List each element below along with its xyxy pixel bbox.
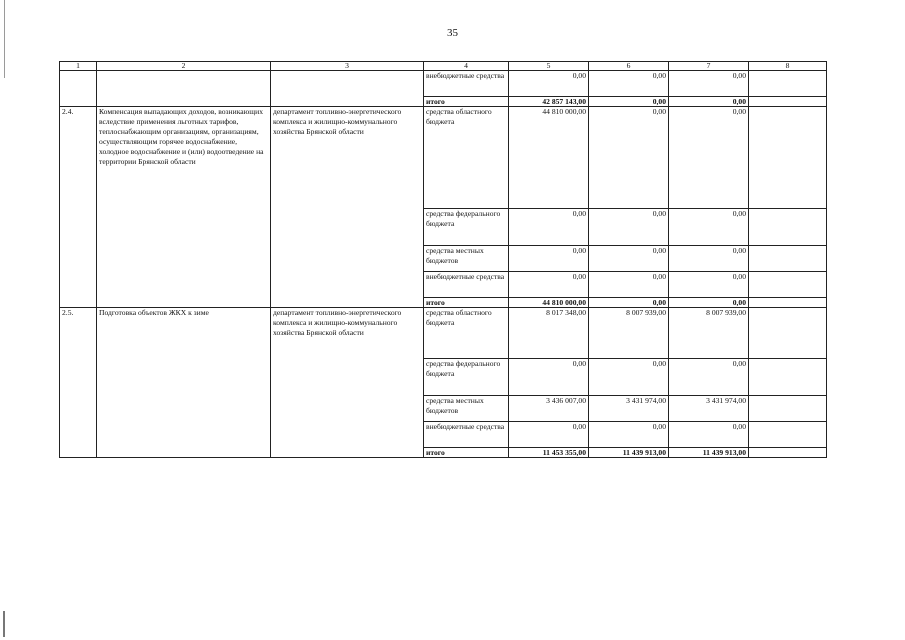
value-col7: 0,00 — [669, 422, 749, 448]
value-col7: 0,00 — [669, 298, 749, 308]
item-number: 2.4. — [60, 107, 97, 308]
value-col5: 0,00 — [509, 209, 589, 246]
column-header: 3 — [271, 62, 424, 71]
item-name-cell — [97, 71, 271, 107]
budget-table — [59, 61, 827, 458]
table-row — [60, 71, 827, 97]
value-col7: 0,00 — [669, 209, 749, 246]
item-executor: департамент топливно-энергетического комплекса и жилищно-коммунального хозяйства Брянской области — [271, 107, 424, 308]
value-col8 — [749, 209, 827, 246]
value-col8 — [749, 298, 827, 308]
value-col7: 0,00 — [669, 272, 749, 298]
value-col6: 0,00 — [589, 272, 669, 298]
column-header: 4 — [424, 62, 509, 71]
item-number: 2.5. — [60, 308, 97, 458]
funding-source: средства областного бюджета — [424, 308, 509, 359]
value-col5: 0,00 — [509, 359, 589, 396]
value-col7: 0,00 — [669, 246, 749, 272]
value-col8 — [749, 71, 827, 97]
scan-mark — [4, 0, 5, 78]
value-col8 — [749, 359, 827, 396]
value-col6: 11 439 913,00 — [589, 448, 669, 458]
value-col7: 8 007 939,00 — [669, 308, 749, 359]
column-header: 1 — [60, 62, 97, 71]
column-header-row — [60, 62, 827, 71]
funding-source: средства местных бюджетов — [424, 396, 509, 422]
value-col5: 44 810 000,00 — [509, 107, 589, 209]
column-header: 5 — [509, 62, 589, 71]
funding-source: внебюджетные средства — [424, 71, 509, 97]
value-col7: 0,00 — [669, 97, 749, 107]
column-header: 7 — [669, 62, 749, 71]
column-header: 6 — [589, 62, 669, 71]
value-col6: 0,00 — [589, 298, 669, 308]
value-col7: 0,00 — [669, 359, 749, 396]
funding-source: средства федерального бюджета — [424, 209, 509, 246]
value-col8 — [749, 308, 827, 359]
funding-source: итого — [424, 298, 509, 308]
value-col8 — [749, 448, 827, 458]
value-col6: 3 431 974,00 — [589, 396, 669, 422]
value-col8 — [749, 272, 827, 298]
value-col6: 8 007 939,00 — [589, 308, 669, 359]
value-col6: 0,00 — [589, 246, 669, 272]
funding-source: внебюджетные средства — [424, 272, 509, 298]
page-number: 35 — [447, 27, 458, 39]
value-col5: 8 017 348,00 — [509, 308, 589, 359]
value-col6: 0,00 — [589, 71, 669, 97]
funding-source: внебюджетные средства — [424, 422, 509, 448]
funding-source: средства областного бюджета — [424, 107, 509, 209]
funding-source: средства федерального бюджета — [424, 359, 509, 396]
value-col5: 0,00 — [509, 272, 589, 298]
item-name: Подготовка объектов ЖКХ к зиме — [97, 308, 271, 458]
value-col7: 3 431 974,00 — [669, 396, 749, 422]
value-col7: 0,00 — [669, 107, 749, 209]
executor-cell — [271, 71, 424, 107]
item-number-cell — [60, 71, 97, 107]
value-col5: 0,00 — [509, 71, 589, 97]
value-col8 — [749, 246, 827, 272]
funding-source: итого — [424, 448, 509, 458]
value-col8 — [749, 97, 827, 107]
value-col6: 0,00 — [589, 422, 669, 448]
value-col5: 44 810 000,00 — [509, 298, 589, 308]
funding-source: итого — [424, 97, 509, 107]
item-name: Компенсация выпадающих доходов, возникающих вследствие применения льготных тарифов, теплоснабжающим организациям, организациям, осуществляющим горячее водоснабжение, холодное водоснабжение и (или) водоотведение на территории Брянской области — [97, 107, 271, 308]
column-header: 8 — [749, 62, 827, 71]
value-col6: 0,00 — [589, 97, 669, 107]
value-col8 — [749, 396, 827, 422]
value-col5: 42 857 143,00 — [509, 97, 589, 107]
table-row — [60, 107, 827, 209]
value-col5: 11 453 355,00 — [509, 448, 589, 458]
table-row — [60, 308, 827, 359]
scan-mark — [3, 611, 5, 637]
value-col7: 0,00 — [669, 71, 749, 97]
column-header: 2 — [97, 62, 271, 71]
value-col5: 0,00 — [509, 246, 589, 272]
value-col6: 0,00 — [589, 209, 669, 246]
value-col6: 0,00 — [589, 107, 669, 209]
funding-source: средства местных бюджетов — [424, 246, 509, 272]
value-col8 — [749, 422, 827, 448]
value-col8 — [749, 107, 827, 209]
value-col6: 0,00 — [589, 359, 669, 396]
value-col5: 3 436 007,00 — [509, 396, 589, 422]
value-col5: 0,00 — [509, 422, 589, 448]
value-col7: 11 439 913,00 — [669, 448, 749, 458]
item-executor: департамент топливно-энергетического комплекса и жилищно-коммунального хозяйства Брянской области — [271, 308, 424, 458]
